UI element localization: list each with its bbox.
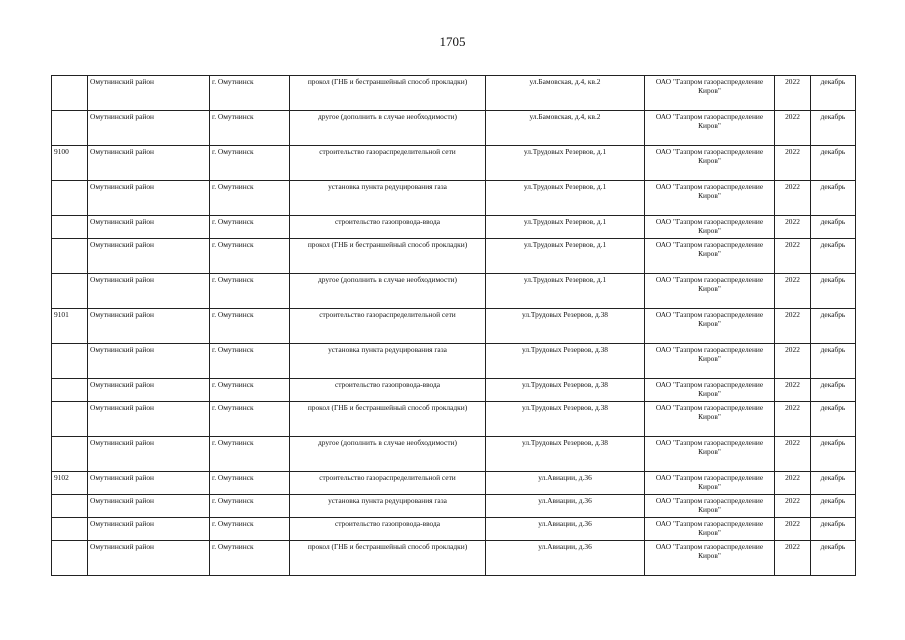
work-type-cell: строительство газораспределительной сети: [290, 472, 486, 495]
organization-cell: ОАО "Газпром газораспределение Киров": [645, 76, 775, 111]
table-row: [52, 541, 856, 576]
work-type-cell: прокол (ГНБ и бестраншейный способ прокладки): [290, 76, 486, 111]
row-number: 9101: [52, 309, 88, 344]
address-cell: ул.Трудовых Резервов, д.1: [486, 216, 645, 239]
district-cell: Омутнинский район: [88, 495, 210, 518]
city-cell: г. Омутнинск: [210, 379, 290, 402]
month-cell: декабрь: [811, 344, 856, 379]
row-number: [52, 181, 88, 216]
year-cell: 2022: [775, 518, 811, 541]
year-cell: 2022: [775, 472, 811, 495]
month-cell: декабрь: [811, 402, 856, 437]
work-type-cell: строительство газораспределительной сети: [290, 146, 486, 181]
city-cell: г. Омутнинск: [210, 274, 290, 309]
month-cell: декабрь: [811, 518, 856, 541]
city-cell: г. Омутнинск: [210, 344, 290, 379]
table-row: [52, 274, 856, 309]
work-type-cell: установка пункта редуцирования газа: [290, 181, 486, 216]
organization-cell: ОАО "Газпром газораспределение Киров": [645, 495, 775, 518]
address-cell: ул.Авиации, д.36: [486, 472, 645, 495]
address-cell: ул.Трудовых Резервов, д.1: [486, 146, 645, 181]
city-cell: г. Омутнинск: [210, 76, 290, 111]
city-cell: г. Омутнинск: [210, 216, 290, 239]
city-cell: г. Омутнинск: [210, 495, 290, 518]
organization-cell: ОАО "Газпром газораспределение Киров": [645, 216, 775, 239]
year-cell: 2022: [775, 181, 811, 216]
row-number: [52, 239, 88, 274]
organization-cell: ОАО "Газпром газораспределение Киров": [645, 379, 775, 402]
row-number: 9100: [52, 146, 88, 181]
year-cell: 2022: [775, 379, 811, 402]
organization-cell: ОАО "Газпром газораспределение Киров": [645, 146, 775, 181]
row-number: [52, 541, 88, 576]
row-number: [52, 111, 88, 146]
district-cell: Омутнинский район: [88, 146, 210, 181]
page-number: 1705: [439, 34, 466, 49]
year-cell: 2022: [775, 76, 811, 111]
row-number: [52, 274, 88, 309]
city-cell: г. Омутнинск: [210, 518, 290, 541]
district-cell: Омутнинский район: [88, 76, 210, 111]
month-cell: декабрь: [811, 379, 856, 402]
month-cell: декабрь: [811, 274, 856, 309]
month-cell: декабрь: [811, 181, 856, 216]
year-cell: 2022: [775, 541, 811, 576]
year-cell: 2022: [775, 216, 811, 239]
table-row: [52, 309, 856, 344]
work-type-cell: прокол (ГНБ и бестраншейный способ прокладки): [290, 541, 486, 576]
city-cell: г. Омутнинск: [210, 402, 290, 437]
row-number: [52, 76, 88, 111]
organization-cell: ОАО "Газпром газораспределение Киров": [645, 541, 775, 576]
organization-cell: ОАО "Газпром газораспределение Киров": [645, 402, 775, 437]
district-cell: Омутнинский район: [88, 216, 210, 239]
year-cell: 2022: [775, 402, 811, 437]
table-row: [52, 239, 856, 274]
address-cell: ул.Трудовых Резервов, д.1: [486, 274, 645, 309]
year-cell: 2022: [775, 437, 811, 472]
district-cell: Омутнинский район: [88, 111, 210, 146]
month-cell: декабрь: [811, 309, 856, 344]
registry-table: [51, 75, 856, 576]
year-cell: 2022: [775, 146, 811, 181]
address-cell: ул.Трудовых Резервов, д.38: [486, 309, 645, 344]
work-type-cell: установка пункта редуцирования газа: [290, 495, 486, 518]
organization-cell: ОАО "Газпром газораспределение Киров": [645, 518, 775, 541]
address-cell: ул.Бамовская, д.4, кв.2: [486, 111, 645, 146]
table-row: [52, 472, 856, 495]
district-cell: Омутнинский район: [88, 344, 210, 379]
address-cell: ул.Авиации, д.36: [486, 518, 645, 541]
row-number: [52, 437, 88, 472]
row-number: [52, 344, 88, 379]
organization-cell: ОАО "Газпром газораспределение Киров": [645, 309, 775, 344]
organization-cell: ОАО "Газпром газораспределение Киров": [645, 111, 775, 146]
month-cell: декабрь: [811, 495, 856, 518]
row-number: [52, 216, 88, 239]
address-cell: ул.Трудовых Резервов, д.38: [486, 402, 645, 437]
month-cell: декабрь: [811, 239, 856, 274]
district-cell: Омутнинский район: [88, 309, 210, 344]
city-cell: г. Омутнинск: [210, 472, 290, 495]
table-row: [52, 495, 856, 518]
month-cell: декабрь: [811, 437, 856, 472]
city-cell: г. Омутнинск: [210, 146, 290, 181]
table-body: [52, 76, 856, 576]
organization-cell: ОАО "Газпром газораспределение Киров": [645, 239, 775, 274]
work-type-cell: прокол (ГНБ и бестраншейный способ прокладки): [290, 402, 486, 437]
month-cell: декабрь: [811, 541, 856, 576]
table-row: [52, 146, 856, 181]
work-type-cell: строительство газопровода-ввода: [290, 379, 486, 402]
table-row: [52, 437, 856, 472]
city-cell: г. Омутнинск: [210, 437, 290, 472]
organization-cell: ОАО "Газпром газораспределение Киров": [645, 437, 775, 472]
address-cell: ул.Трудовых Резервов, д.38: [486, 379, 645, 402]
work-type-cell: строительство газораспределительной сети: [290, 309, 486, 344]
work-type-cell: прокол (ГНБ и бестраншейный способ прокладки): [290, 239, 486, 274]
district-cell: Омутнинский район: [88, 518, 210, 541]
district-cell: Омутнинский район: [88, 274, 210, 309]
organization-cell: ОАО "Газпром газораспределение Киров": [645, 344, 775, 379]
table-row: [52, 379, 856, 402]
address-cell: ул.Трудовых Резервов, д.38: [486, 437, 645, 472]
organization-cell: ОАО "Газпром газораспределение Киров": [645, 274, 775, 309]
organization-cell: ОАО "Газпром газораспределение Киров": [645, 472, 775, 495]
city-cell: г. Омутнинск: [210, 181, 290, 216]
table-row: [52, 216, 856, 239]
address-cell: ул.Авиации, д.36: [486, 495, 645, 518]
address-cell: ул.Трудовых Резервов, д.1: [486, 239, 645, 274]
district-cell: Омутнинский район: [88, 379, 210, 402]
year-cell: 2022: [775, 111, 811, 146]
year-cell: 2022: [775, 495, 811, 518]
year-cell: 2022: [775, 344, 811, 379]
district-cell: Омутнинский район: [88, 181, 210, 216]
month-cell: декабрь: [811, 146, 856, 181]
month-cell: декабрь: [811, 216, 856, 239]
row-number: [52, 402, 88, 437]
row-number: [52, 518, 88, 541]
city-cell: г. Омутнинск: [210, 309, 290, 344]
district-cell: Омутнинский район: [88, 239, 210, 274]
row-number: [52, 379, 88, 402]
year-cell: 2022: [775, 309, 811, 344]
month-cell: декабрь: [811, 111, 856, 146]
work-type-cell: строительство газопровода-ввода: [290, 518, 486, 541]
address-cell: ул.Авиации, д.36: [486, 541, 645, 576]
month-cell: декабрь: [811, 76, 856, 111]
table-row: [52, 402, 856, 437]
year-cell: 2022: [775, 239, 811, 274]
year-cell: 2022: [775, 274, 811, 309]
work-type-cell: строительство газопровода-ввода: [290, 216, 486, 239]
district-cell: Омутнинский район: [88, 472, 210, 495]
table-row: [52, 518, 856, 541]
work-type-cell: другое (дополнить в случае необходимости): [290, 274, 486, 309]
address-cell: ул.Трудовых Резервов, д.38: [486, 344, 645, 379]
district-cell: Омутнинский район: [88, 402, 210, 437]
address-cell: ул.Трудовых Резервов, д.1: [486, 181, 645, 216]
organization-cell: ОАО "Газпром газораспределение Киров": [645, 181, 775, 216]
table-row: [52, 111, 856, 146]
row-number: [52, 495, 88, 518]
city-cell: г. Омутнинск: [210, 541, 290, 576]
work-type-cell: другое (дополнить в случае необходимости): [290, 111, 486, 146]
address-cell: ул.Бамовская, д.4, кв.2: [486, 76, 645, 111]
work-type-cell: другое (дополнить в случае необходимости): [290, 437, 486, 472]
month-cell: декабрь: [811, 472, 856, 495]
city-cell: г. Омутнинск: [210, 239, 290, 274]
table-row: [52, 344, 856, 379]
city-cell: г. Омутнинск: [210, 111, 290, 146]
work-type-cell: установка пункта редуцирования газа: [290, 344, 486, 379]
district-cell: Омутнинский район: [88, 541, 210, 576]
row-number: 9102: [52, 472, 88, 495]
district-cell: Омутнинский район: [88, 437, 210, 472]
table-row: [52, 181, 856, 216]
table-row: [52, 76, 856, 111]
